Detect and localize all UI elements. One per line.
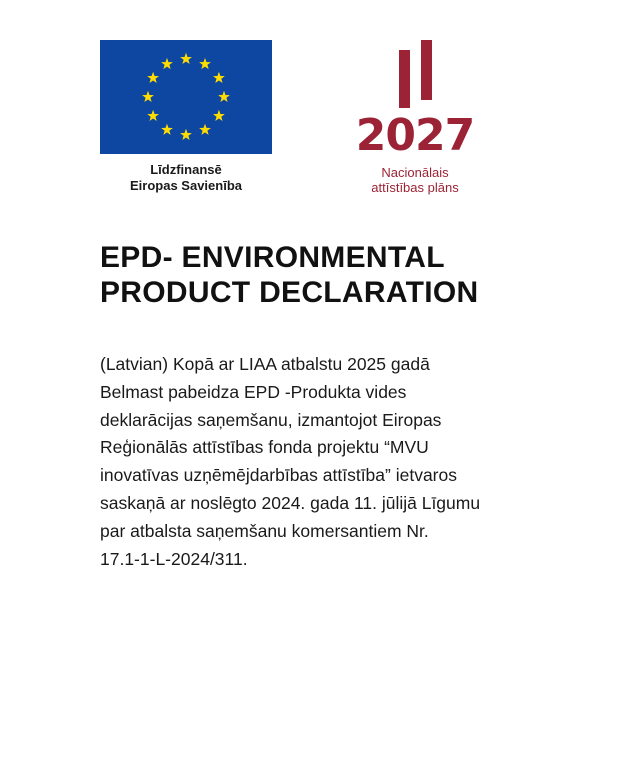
eu-cofunding-logo [100, 40, 272, 195]
body-line: inovatīvas uzņēmējdarbības attīstība” ietvaros [100, 465, 457, 486]
body-line: Belmast pabeidza EPD -Produkta vides [100, 381, 407, 402]
eu-caption-line1: Līdzfinansē [150, 162, 222, 177]
eu-caption [100, 162, 272, 194]
nap-caption-line2: attīstības plāns [371, 180, 459, 195]
nap-bar-left [399, 50, 410, 108]
nap-2027-bars-icon [345, 38, 485, 118]
page-title [100, 240, 560, 310]
body-line: deklarācijas saņemšanu, izmantojot Eiropas [100, 409, 442, 430]
page-title-line2: PRODUCT DECLARATION [100, 276, 479, 309]
body-line: Reģionālās attīstības fonda projektu “MVU [100, 437, 429, 458]
eu-caption-line2: Eiropas Savienība [130, 178, 242, 193]
nap-bar-right [421, 40, 432, 100]
page-title-line1: EPD- ENVIRONMENTAL [100, 241, 445, 274]
logos-header [0, 0, 627, 210]
eu-flag-icon [100, 40, 272, 154]
nap-caption-line1: Nacionālais [381, 165, 449, 180]
nap-year: 2027 [355, 110, 475, 161]
body-line: 17.1-1-L-2024/311. [100, 548, 248, 569]
nap-2027-logo [345, 38, 485, 203]
body-line: par atbalsta saņemšanu komersantiem Nr. [100, 520, 429, 541]
body-paragraph [100, 351, 540, 573]
body-line: (Latvian) Kopā ar LIAA atbalstu 2025 gadā [100, 354, 430, 374]
nap-caption [345, 165, 485, 195]
body-line: saskaņā ar noslēgto 2024. gada 11. jūlijā Līgumu [100, 492, 481, 513]
